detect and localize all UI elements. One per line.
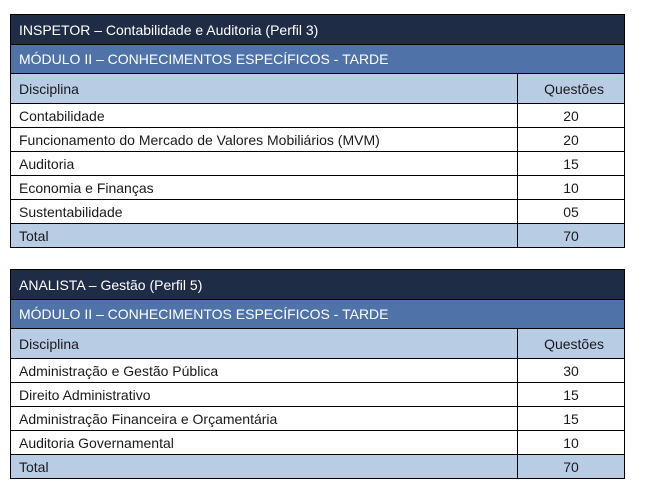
- column-header-row: [11, 74, 625, 104]
- table-title: INSPETOR – Contabilidade e Auditoria (Perfil 3): [11, 15, 625, 45]
- questions-header: Questões: [518, 74, 625, 104]
- discipline-cell: Direito Administrativo: [11, 383, 518, 407]
- total-value: 70: [518, 455, 625, 479]
- questions-cell: 05: [518, 200, 625, 224]
- discipline-cell: Administração e Gestão Pública: [11, 359, 518, 383]
- questions-cell: 10: [518, 176, 625, 200]
- discipline-header: Disciplina: [11, 329, 518, 359]
- total-label: Total: [11, 455, 518, 479]
- discipline-cell: Funcionamento do Mercado de Valores Mobiliários (MVM): [11, 128, 518, 152]
- total-value: 70: [518, 224, 625, 248]
- module-title: MÓDULO II – CONHECIMENTOS ESPECÍFICOS - TARDE: [11, 45, 625, 74]
- table-row: [11, 359, 625, 383]
- module-row: [11, 300, 625, 329]
- total-row: [11, 455, 625, 479]
- table-row: [11, 200, 625, 224]
- module-title: MÓDULO II – CONHECIMENTOS ESPECÍFICOS - TARDE: [11, 300, 625, 329]
- discipline-cell: Contabilidade: [11, 104, 518, 128]
- discipline-cell: Auditoria: [11, 152, 518, 176]
- questions-cell: 20: [518, 104, 625, 128]
- questions-header: Questões: [518, 329, 625, 359]
- module-row: [11, 45, 625, 74]
- exam-table-inspetor: [10, 14, 625, 248]
- table-row: [11, 128, 625, 152]
- discipline-cell: Auditoria Governamental: [11, 431, 518, 455]
- total-label: Total: [11, 224, 518, 248]
- questions-cell: 15: [518, 407, 625, 431]
- table-row: [11, 383, 625, 407]
- table-row: [11, 152, 625, 176]
- questions-cell: 15: [518, 152, 625, 176]
- discipline-cell: Economia e Finanças: [11, 176, 518, 200]
- table-title: ANALISTA – Gestão (Perfil 5): [11, 270, 625, 300]
- questions-cell: 20: [518, 128, 625, 152]
- table-row: [11, 431, 625, 455]
- questions-cell: 10: [518, 431, 625, 455]
- table-row: [11, 407, 625, 431]
- total-row: [11, 224, 625, 248]
- questions-cell: 15: [518, 383, 625, 407]
- discipline-header: Disciplina: [11, 74, 518, 104]
- table-title-row: [11, 15, 625, 45]
- exam-table-analista: [10, 269, 625, 479]
- discipline-cell: Sustentabilidade: [11, 200, 518, 224]
- column-header-row: [11, 329, 625, 359]
- table-row: [11, 176, 625, 200]
- discipline-cell: Administração Financeira e Orçamentária: [11, 407, 518, 431]
- table-row: [11, 104, 625, 128]
- questions-cell: 30: [518, 359, 625, 383]
- table-title-row: [11, 270, 625, 300]
